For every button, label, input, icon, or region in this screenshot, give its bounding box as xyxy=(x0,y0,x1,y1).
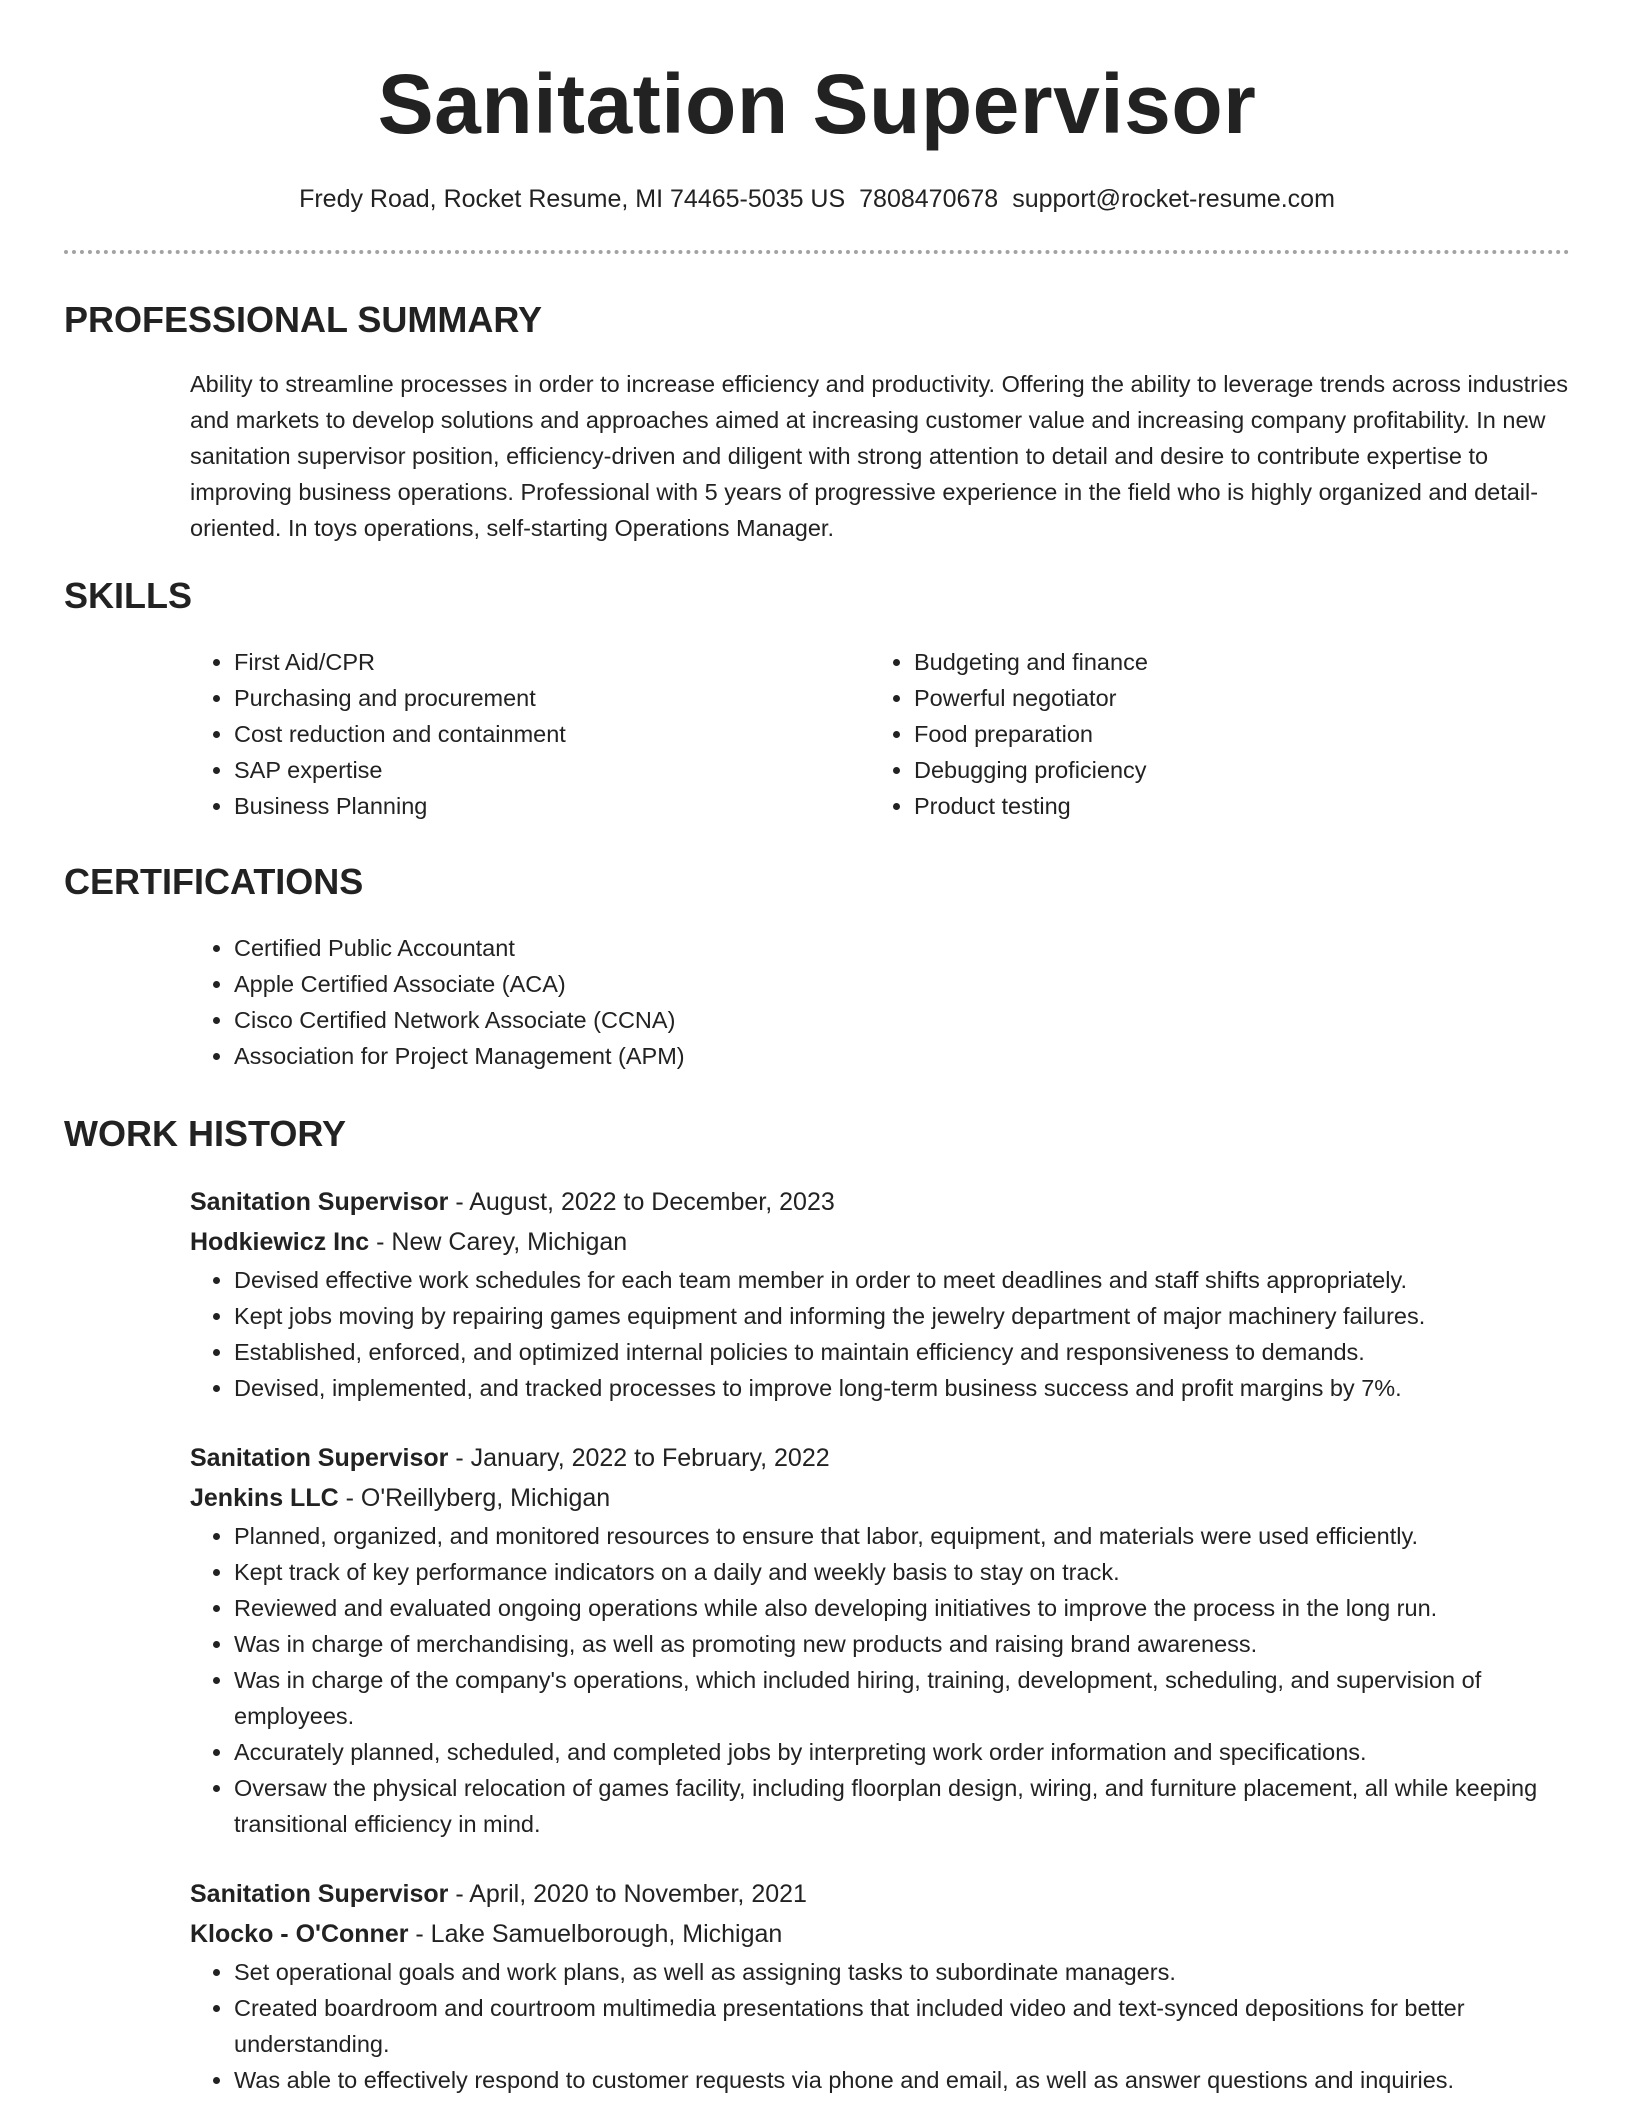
job-role: Sanitation Supervisor xyxy=(190,1188,449,1216)
job-duty: • Oversaw the physical relocation of games facility, including floorplan design, wiring, and furniture placement, all while keeping transitional efficiency in mind. xyxy=(234,1770,1570,1842)
job-duty: • Reviewed and evaluated ongoing operations while also developing initiatives to improve the process in the long run. xyxy=(234,1590,1570,1626)
contact-phone: 7808470678 xyxy=(859,185,999,213)
job-company: Hodkiewicz Inc xyxy=(190,1228,370,1256)
job-duty: • Devised effective work schedules for each team member in order to meet deadlines and staff shifts appropriately. xyxy=(234,1262,1570,1298)
job-duty: • Created boardroom and courtroom multimedia presentations that included video and text-synced depositions for better understanding. xyxy=(234,1990,1570,2062)
contact-address: Fredy Road, Rocket Resume, MI 74465-5035 US xyxy=(299,185,846,213)
skill-item: • Product testing xyxy=(914,788,1550,824)
job-location: - O'Reillyberg, Michigan xyxy=(338,1484,611,1512)
candidate-name: Sanitation Supervisor xyxy=(377,57,1257,151)
job-duties-list xyxy=(190,1262,1570,1406)
job-company: Klocko - O'Conner xyxy=(190,1920,409,1948)
job-title-line xyxy=(190,1874,1570,1914)
skill-item: • Business Planning xyxy=(234,788,870,824)
job-location: - New Carey, Michigan xyxy=(369,1228,628,1256)
job-role: Sanitation Supervisor xyxy=(190,1880,449,1908)
job-entry xyxy=(190,1182,1570,1406)
certification-item: • Certified Public Accountant xyxy=(234,930,1570,966)
job-duty: • Accurately planned, scheduled, and completed jobs by interpreting work order information and specifications. xyxy=(234,1734,1570,1770)
job-location: - Lake Samuelborough, Michigan xyxy=(408,1920,783,1948)
skill-item: • Budgeting and finance xyxy=(914,644,1550,680)
work-history-section xyxy=(64,1112,1570,2098)
job-dates: - January, 2022 to February, 2022 xyxy=(448,1444,830,1472)
skills-list-left xyxy=(190,644,870,824)
job-company-line xyxy=(190,1914,1570,1954)
header-divider xyxy=(64,250,1570,254)
skill-item: • First Aid/CPR xyxy=(234,644,870,680)
skill-item: • Food preparation xyxy=(914,716,1550,752)
certifications-title: CERTIFICATIONS xyxy=(64,861,364,902)
job-duty: • Set operational goals and work plans, as well as assigning tasks to subordinate managers. xyxy=(234,1954,1570,1990)
job-duty: • Was in charge of merchandising, as well as promoting new products and raising brand awareness. xyxy=(234,1626,1570,1662)
skill-item: • Cost reduction and containment xyxy=(234,716,870,752)
certification-item: • Cisco Certified Network Associate (CCNA) xyxy=(234,1002,1570,1038)
skills-columns xyxy=(190,644,1570,824)
job-dates: - August, 2022 to December, 2023 xyxy=(448,1188,835,1216)
job-company-line xyxy=(190,1478,1570,1518)
certifications-section xyxy=(64,860,1570,1074)
job-duty: • Planned, organized, and monitored resources to ensure that labor, equipment, and materials were used efficiently. xyxy=(234,1518,1570,1554)
skills-column-right xyxy=(870,644,1550,824)
job-duty: • Established, enforced, and optimized internal policies to maintain efficiency and responsiveness to demands. xyxy=(234,1334,1570,1370)
job-duty: • Was able to effectively respond to customer requests via phone and email, as well as answer questions and inquiries. xyxy=(234,2062,1570,2098)
job-duties-list xyxy=(190,1518,1570,1842)
skills-column-left xyxy=(190,644,870,824)
summary-section xyxy=(64,298,1570,546)
summary-title: PROFESSIONAL SUMMARY xyxy=(64,299,543,340)
certification-item: • Apple Certified Associate (ACA) xyxy=(234,966,1570,1002)
resume-page xyxy=(64,0,1570,2098)
skills-list-right xyxy=(870,644,1550,824)
job-company: Jenkins LLC xyxy=(190,1484,339,1512)
job-role: Sanitation Supervisor xyxy=(190,1444,449,1472)
skills-section xyxy=(64,574,1570,824)
job-title-line xyxy=(190,1438,1570,1478)
certifications-list-wrap xyxy=(190,930,1570,1074)
skill-item: • Powerful negotiator xyxy=(914,680,1550,716)
job-duty: • Was in charge of the company's operations, which included hiring, training, development, scheduling, and supervision of employees. xyxy=(234,1662,1570,1734)
job-duty: • Devised, implemented, and tracked processes to improve long-term business success and profit margins by 7%. xyxy=(234,1370,1570,1406)
job-duty: • Kept track of key performance indicators on a daily and weekly basis to stay on track. xyxy=(234,1554,1570,1590)
skill-item: • Purchasing and procurement xyxy=(234,680,870,716)
job-duty: • Kept jobs moving by repairing games equipment and informing the jewelry department of major machinery failures. xyxy=(234,1298,1570,1334)
certifications-list xyxy=(190,930,1570,1074)
certification-item: • Association for Project Management (APM) xyxy=(234,1038,1570,1074)
summary-text: Ability to streamline processes in order to increase efficiency and productivity. Offering the ability to leverage trends across industries and markets to develop solutions and approaches aimed at increasing customer value and increasing company profitability. In new sanitation supervisor position, efficiency-driven and diligent with strong attention to detail and desire to contribute expertise to improving business operations. Professional with 5 years of progressive experience in the field who is highly organized and detail-oriented. In toys operations, self-starting Operations Manager. xyxy=(190,371,1569,541)
contact-email: support@rocket-resume.com xyxy=(1012,185,1335,213)
job-company-line xyxy=(190,1222,1570,1262)
job-title-line xyxy=(190,1182,1570,1222)
skill-item: • Debugging proficiency xyxy=(914,752,1550,788)
job-dates: - April, 2020 to November, 2021 xyxy=(448,1880,807,1908)
job-duties-list xyxy=(190,1954,1570,2098)
job-entry xyxy=(190,1438,1570,1842)
job-entry xyxy=(190,1874,1570,2098)
work-history-title: WORK HISTORY xyxy=(64,1113,347,1154)
skills-title: SKILLS xyxy=(64,575,193,616)
contact-line xyxy=(64,182,1570,216)
skill-item: • SAP expertise xyxy=(234,752,870,788)
